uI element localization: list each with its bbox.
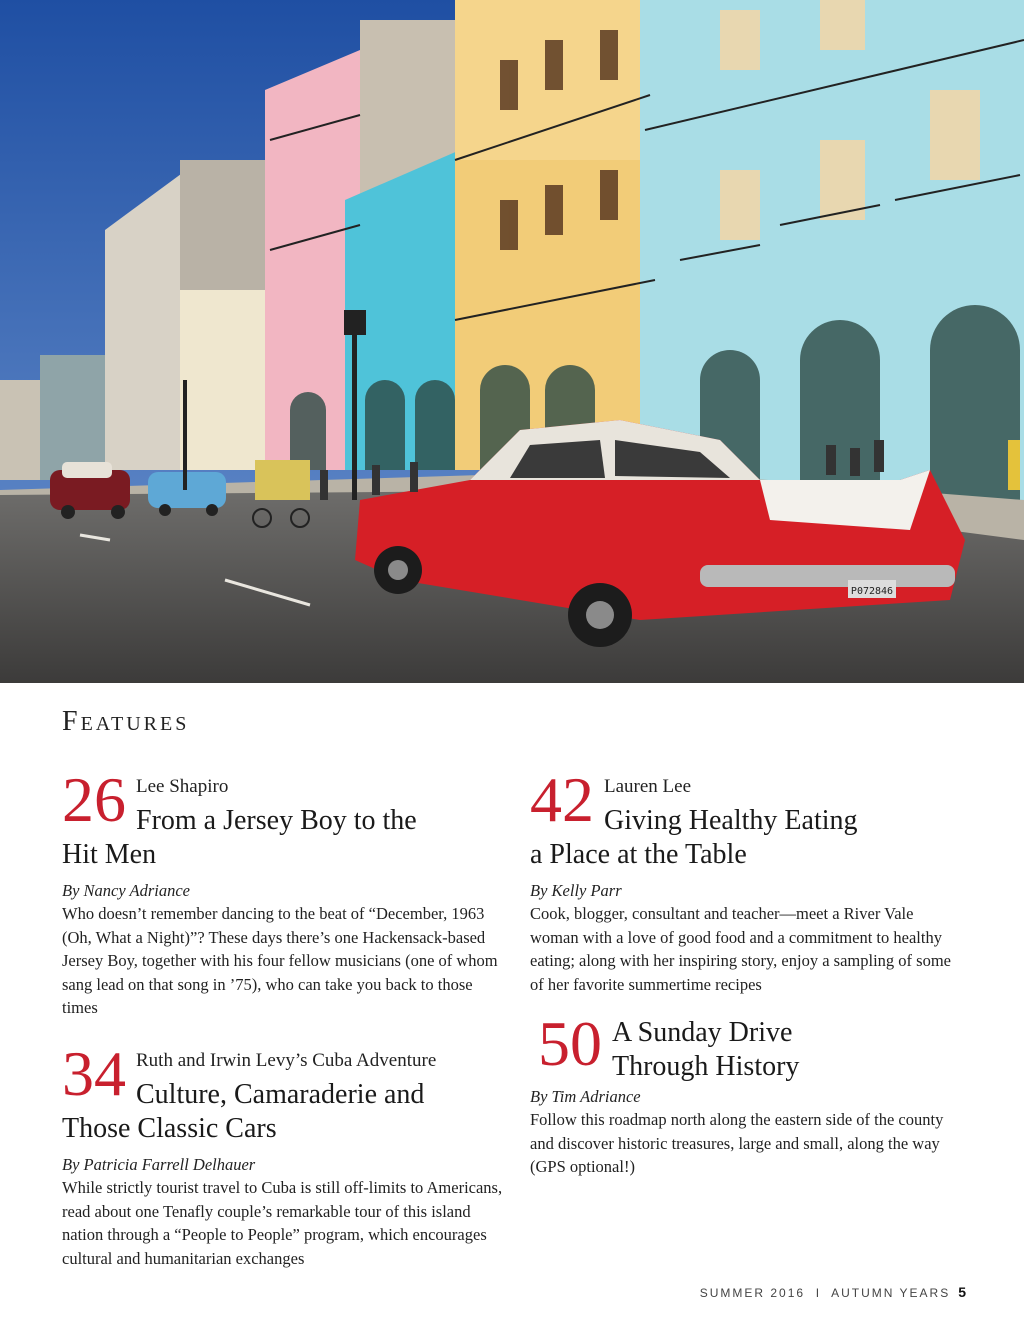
feature-headline-continued: Hit Men	[62, 839, 157, 870]
feature-summary: Who doesn’t remember dancing to the beat of “December, 1963 (Oh, What a Night)”? These days there’s one Hackensack-based Jersey Boy, together with his four fellow musicians (one of whom sang lead on that song in ’75), who can take you back to those times	[62, 904, 498, 1017]
feature-byline: By Patricia Farrell Delhauer	[62, 1155, 256, 1174]
feature-headline-continued: a Place at the Table	[530, 839, 747, 870]
feature-headline: Giving Healthy Eating	[604, 805, 858, 836]
feature-headline-continued: Those Classic Cars	[62, 1113, 277, 1144]
feature-kicker: Lee Shapiro	[136, 776, 229, 797]
feature-summary: Follow this roadmap north along the eastern side of the county and discover historic treasures, large and small, along the way (GPS optional!)	[530, 1110, 944, 1176]
feature-headline: A Sunday Drive	[612, 1017, 793, 1048]
feature-page-number: 34	[62, 1038, 126, 1109]
feature-byline: By Tim Adriance	[530, 1087, 641, 1106]
feature-headline-continued: Through History	[612, 1051, 800, 1082]
features-heading: Features	[62, 706, 190, 737]
feature-kicker: Ruth and Irwin Levy’s Cuba Adventure	[136, 1050, 437, 1071]
feature-summary: While strictly tourist travel to Cuba is still off-limits to Americans, read about one Tenafly couple’s remarkable tour of this island nation through a “People to People” program, which encourages cultural and humanitarian exchanges	[62, 1178, 503, 1268]
feature-headline: From a Jersey Boy to the	[136, 805, 417, 836]
feature-summary: Cook, blogger, consultant and teacher—meet a River Vale woman with a love of good food and a commitment to healthy eating; along with her inspiring story, enjoy a sampling of some of her favorite summertime recipes	[530, 904, 951, 994]
feature-item[interactable]	[62, 1038, 512, 1270]
feature-page-number: 26	[62, 764, 126, 835]
feature-item[interactable]	[530, 1008, 960, 1179]
feature-item[interactable]	[530, 764, 960, 996]
feature-kicker: Lauren Lee	[604, 776, 692, 797]
feature-item[interactable]	[62, 764, 502, 1020]
feature-byline: By Nancy Adriance	[62, 881, 190, 900]
footer-issue-text: SUMMER 2016 I AUTUMN YEARS	[699, 1286, 951, 1300]
license-plate: P072846	[850, 586, 894, 597]
page-footer	[700, 1284, 966, 1300]
feature-byline: By Kelly Parr	[530, 881, 622, 900]
feature-page-number: 50	[538, 1008, 602, 1079]
feature-page-number: 42	[530, 764, 594, 835]
feature-headline: Culture, Camaraderie and	[136, 1079, 425, 1110]
page-number: 5	[958, 1284, 966, 1300]
